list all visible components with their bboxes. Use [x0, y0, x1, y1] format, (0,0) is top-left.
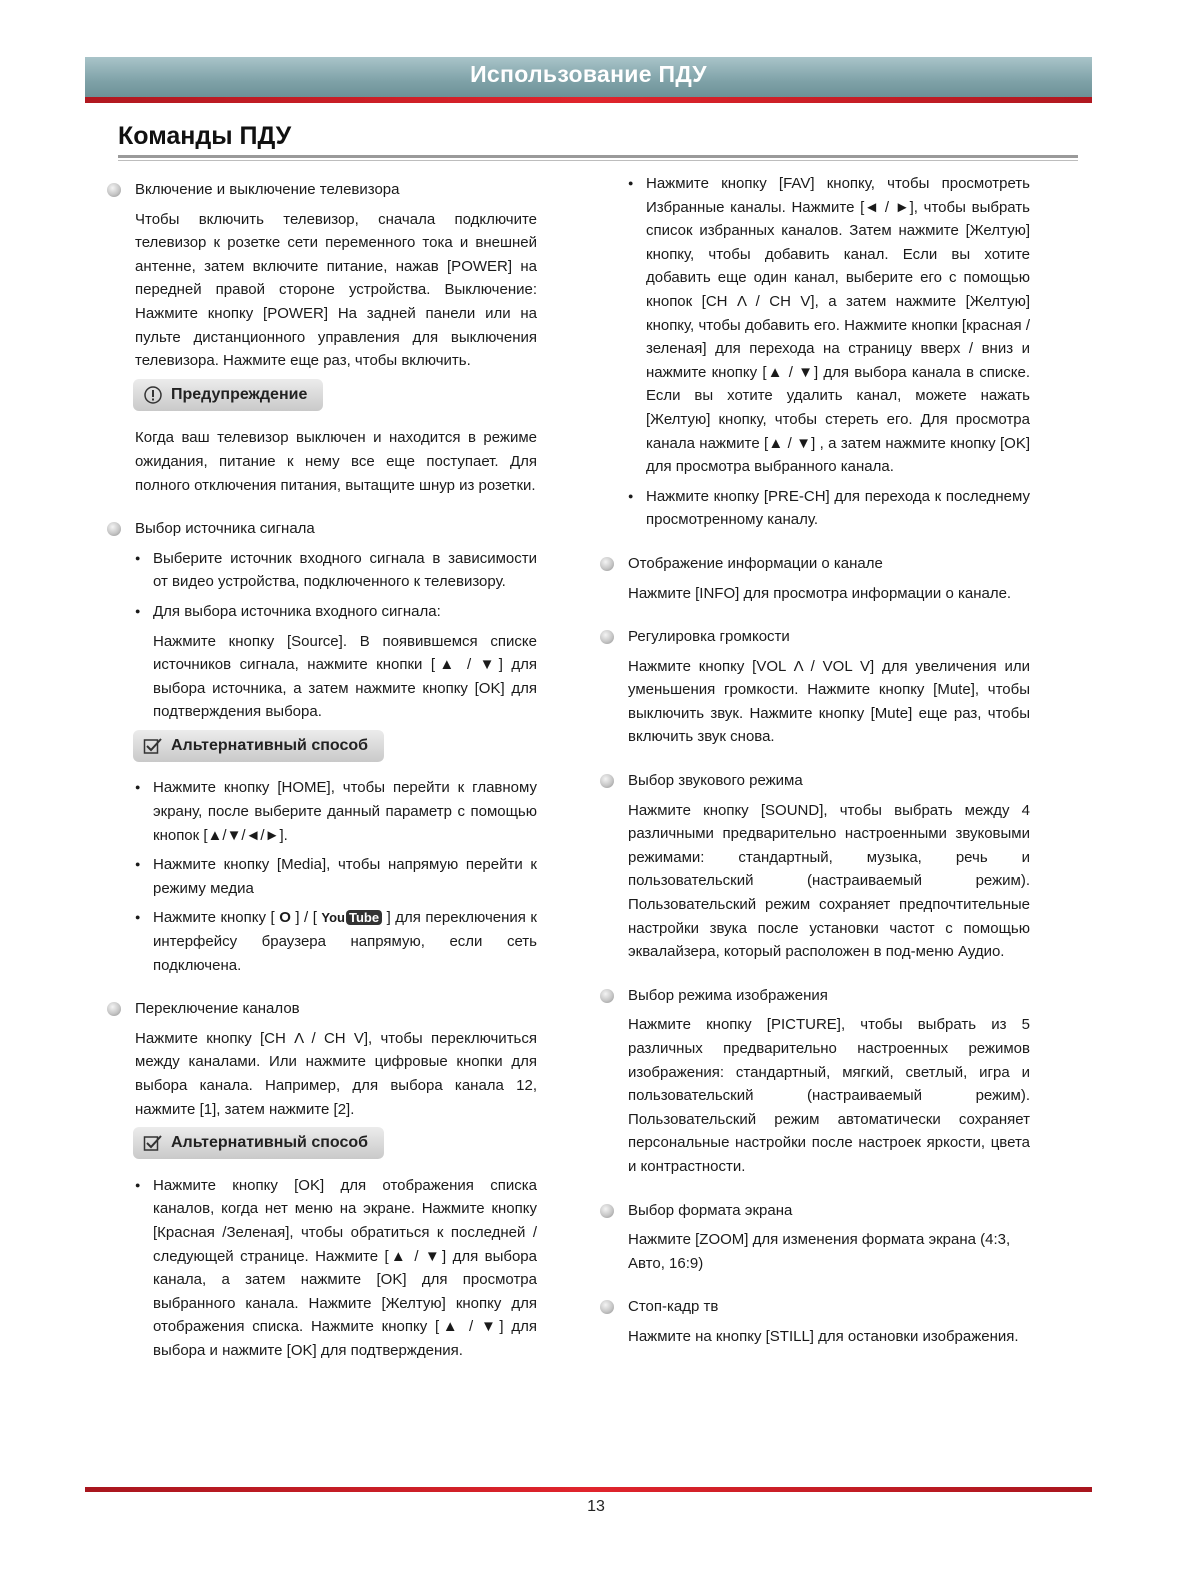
still-text: Нажмите на кнопку [STILL] для остановки изображения.	[628, 1327, 1019, 1345]
warning-text: Когда ваш телевизор выключен и находится в режиме ожидания, питание к нему все еще поступает. Для полного отключения питания, вытащите шнур из розетки.	[135, 429, 537, 494]
heading-zoom: Выбор формата экрана	[600, 1199, 1030, 1223]
channels-text: Нажмите кнопку [CH Λ / CH V], чтобы переключиться между каналами. Или нажмите цифровые кнопки для выбора канала. Например, для выбора канала 12, нажмите [1], затем нажмите [2].	[135, 1029, 537, 1118]
bullet-dot-icon	[107, 522, 121, 536]
alt1-bullet-1: ● Нажмите кнопку [HOME], чтобы перейти к главному экрану, после выберите данный параметр с помощью кнопок [▲/▼/◄/►].	[107, 776, 537, 847]
bullet-dot-icon	[107, 183, 121, 197]
checkbox-icon	[143, 737, 163, 755]
footer-red-bar	[85, 1487, 1092, 1492]
title-rule	[118, 155, 1078, 158]
power-text: Чтобы включить телевизор, сначала подключите телевизор к розетке сети переменного тока и внешней антенне, затем включите питание, нажав [POWER] на передней правой стороне устройства. Выключение: Нажмите кнопку [POWER] На задней панели или на пульте дистанционного управления для выключения телевизора. Нажмите еще раз, чтобы включить.	[135, 210, 537, 370]
heading-info: Отображение информации о канале	[600, 552, 1030, 576]
youtube-logo: You Tube	[321, 910, 382, 925]
bullet-dot-icon	[600, 1204, 614, 1218]
warning-label: Предупреждение	[133, 379, 323, 411]
page-number: 13	[587, 1498, 605, 1515]
header-title: Использование ПДУ	[470, 61, 707, 87]
alt2-bullet-1: ● Нажмите кнопку [OK] для отображения списка каналов, когда нет меню на экране. Нажмите кнопку [Красная /Зеленая], чтобы обратиться к последней / следующей странице. Нажмите [▲ / ▼] для выбора канала, а затем нажмите [OK] для просмотра выбранного канала. Нажмите [Желтую] кнопку для отображения списка. Нажмите кнопку [▲ / ▼] для выбора и нажмите [OK] для подтверждения.	[107, 1174, 537, 1363]
heading-channels: Переключение каналов	[107, 997, 537, 1021]
bullet-dot-icon	[600, 630, 614, 644]
header-banner	[85, 57, 1092, 97]
bullet-dot-icon	[107, 1002, 121, 1016]
bullet-dot-icon	[600, 774, 614, 788]
alt1-bullet-2: ● Нажмите кнопку [Media], чтобы напрямую перейти к режиму медиа	[107, 853, 537, 900]
picture-text: Нажмите кнопку [PICTURE], чтобы выбрать из 5 различных предварительно настроенных режимов изображения: стандартный, мягкий, светлый, игра и пользовательский (настраиваемый режим). Пользовательский режим автоматически сохраняет персональные настройки после настроек яркости, цвета и контрастности.	[628, 1016, 1030, 1175]
heading-power: Включение и выключение телевизора	[107, 178, 537, 202]
opera-o-glyph: O	[279, 909, 291, 927]
warning-icon	[143, 385, 163, 405]
prech-bullet: ● Нажмите кнопку [PRE-CH] для перехода к последнему просмотренному каналу.	[600, 485, 1030, 532]
volume-text: Нажмите кнопку [VOL Λ / VOL V] для увеличения или уменьшения громкости. Нажмите кнопку [Mute], чтобы выключить звук. Нажмите кнопку [Mute] еще раз, чтобы включить звук снова.	[628, 657, 1030, 746]
section-title: Команды ПДУ	[118, 122, 292, 150]
title-rule-thin	[118, 160, 1078, 161]
sound-text: Нажмите кнопку [SOUND], чтобы выбрать между 4 различными предварительно настроенными звуковыми режимами: стандартный, музыка, речь и пользовательский (настраиваемый режим). Пользовательский режим сохраняет предпочтительные настройки звука после установки частот с помощью эквалайзера, который расположен в под-меню Аудио.	[628, 801, 1030, 961]
bullet-dot-icon	[600, 557, 614, 571]
source-bullet-1: ● Выберите источник входного сигнала в зависимости от видео устройства, подключенного к телевизору.	[107, 547, 537, 594]
header-red-bar	[85, 97, 1092, 103]
alt-method-label-1: Альтернативный способ	[133, 730, 384, 762]
heading-sound: Выбор звукового режима	[600, 769, 1030, 793]
zoom-text: Нажмите [ZOOM] для изменения формата экрана (4:3, Авто, 16:9)	[628, 1231, 1011, 1272]
checkbox-icon	[143, 1134, 163, 1152]
right-column	[600, 172, 1030, 1349]
bullet-dot-icon	[600, 1300, 614, 1314]
alt-method-label-2: Альтернативный способ	[133, 1127, 384, 1159]
info-text: Нажмите [INFO] для просмотра информации о канале.	[628, 584, 1012, 602]
heading-still: Стоп-кадр тв	[600, 1295, 1030, 1319]
source-bullet-2: ● Для выбора источника входного сигнала:	[107, 600, 537, 624]
fav-bullet: ● Нажмите кнопку [FAV] кнопку, чтобы просмотреть Избранные каналы. Нажмите [◄ / ►], чтобы выбрать список избранных каналов. Затем нажмите [Желтую] кнопку, чтобы добавить канал. Если вы хотите добавить еще один канал, выберите его с помощью кнопок [CH Λ / CH V], а затем нажмите [Желтую] кнопку, чтобы добавить его. Нажмите кнопки [красная / зеленая] для перехода на страницу вверх / вниз и нажмите кнопку [▲ / ▼] для выбора канала в списке. Если вы хотите удалить канал, можете нажать [Желтую] кнопку, чтобы стереть его. Для просмотра канала нажмите [▲ / ▼] , а затем нажмите кнопку [OK] для просмотра выбранного канала.	[600, 172, 1030, 479]
bullet-dot-icon	[600, 989, 614, 1003]
left-column	[107, 178, 537, 1363]
heading-picture: Выбор режима изображения	[600, 984, 1030, 1008]
source-sub-text: Нажмите кнопку [Source]. В появившемся списке источников сигнала, нажмите кнопки [▲ / ▼] для выбора источника, а затем нажмите кнопку [OK] для подтверждения выбора.	[153, 632, 537, 721]
alt1-bullet-3: ● Нажмите кнопку [ O ] / [ You Tube ] для переключения к интерфейсу браузера напрямую, если сеть подключена.	[107, 906, 537, 977]
heading-source: Выбор источника сигнала	[107, 517, 537, 541]
heading-volume: Регулировка громкости	[600, 625, 1030, 649]
